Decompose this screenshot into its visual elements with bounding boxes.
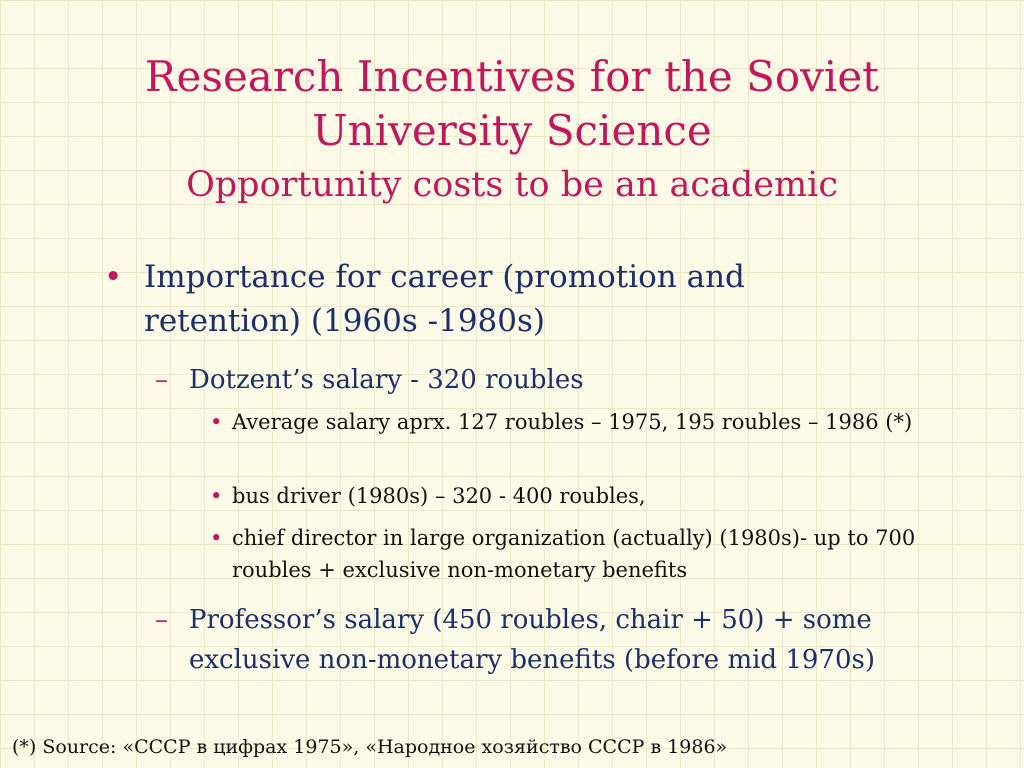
bullet-marker: • (210, 526, 223, 550)
bullet-career-importance (104, 255, 904, 343)
sub-bullet-dotzent-salary (155, 360, 955, 400)
detail-average-salary (210, 406, 990, 438)
detail-text: bus driver (1980s) – 320 - 400 roubles, (232, 484, 646, 508)
bullet-marker: • (210, 410, 223, 434)
detail-text: Average salary aprx. 127 roubles – 1975, 195 roubles – 1986 (*) (232, 410, 913, 434)
slide-title-line-1: Research Incentives for the Soviet (144, 52, 880, 101)
dash-marker: – (155, 605, 168, 635)
bullet-text: Importance for career (promotion and retention) (1960s -1980s) (144, 259, 745, 339)
sub-bullet-text: Dotzent’s salary - 320 roubles (189, 365, 584, 395)
sub-bullet-professor-salary (155, 600, 955, 680)
bullet-marker: • (104, 259, 123, 295)
sub-bullet-text: Professor’s salary (450 roubles, chair + 50) + some exclusive non-monetary benefits (before mid 1970s) (189, 605, 875, 675)
detail-chief-director (210, 522, 990, 586)
bullet-marker: • (210, 484, 223, 508)
slide-subtitle: Opportunity costs to be an academic (186, 165, 838, 205)
dash-marker: – (155, 365, 168, 395)
source-footnote: (*) Source: «СССР в цифрах 1975», «Народное хозяйство СССР в 1986» (12, 736, 728, 758)
detail-bus-driver (210, 480, 990, 512)
slide-title-line-2: University Science (312, 106, 712, 155)
detail-text: chief director in large organization (actually) (1980s)- up to 700 roubles + exclusive non-monetary benefits (232, 526, 916, 582)
